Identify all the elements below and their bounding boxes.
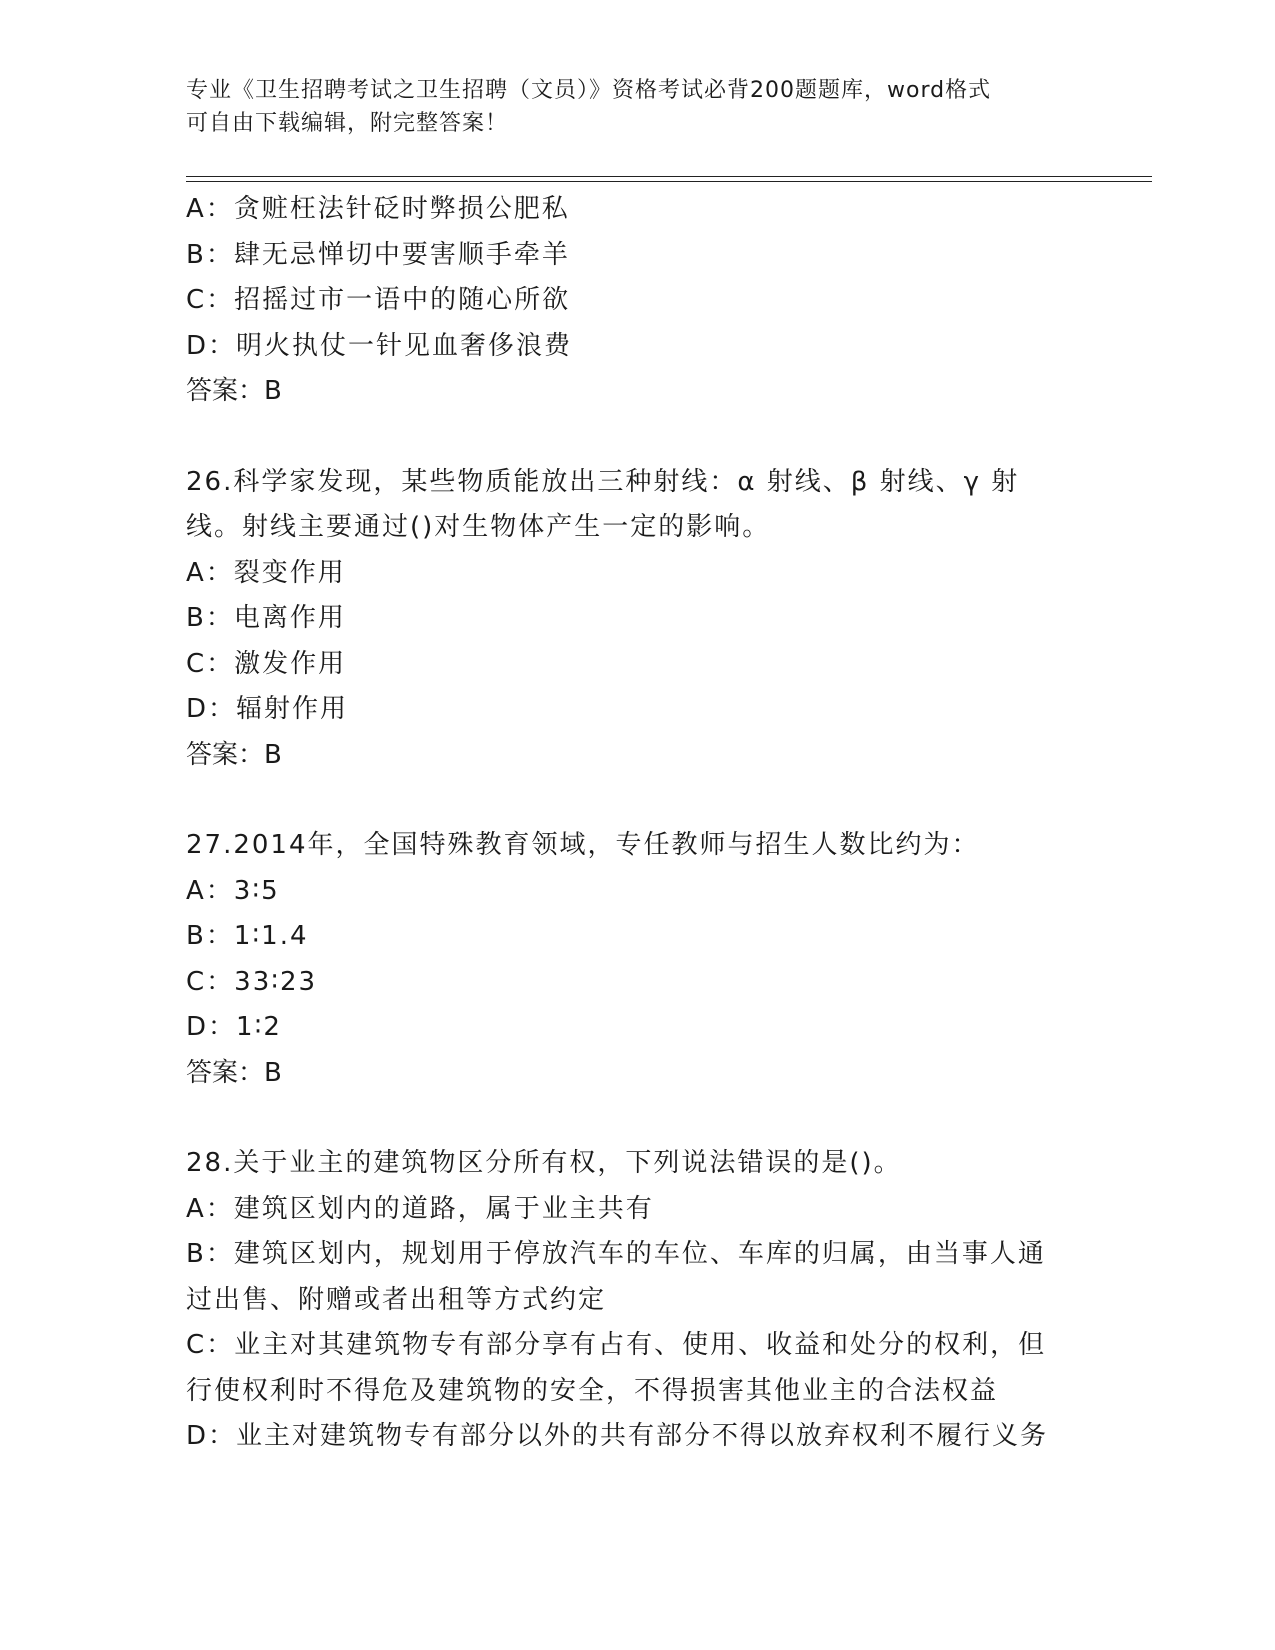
option-b: B：1∶1.4 (186, 921, 309, 951)
question-stem-line-1: 26.科学家发现，某些物质能放出三种射线：α 射线、β 射线、γ 射 (186, 466, 1020, 497)
option-c: C：33∶23 (186, 966, 318, 997)
answer: 答案：B (186, 739, 282, 770)
option-d: D：辐射作用 (186, 694, 349, 724)
option-c-line-1: C：业主对其建筑物专有部分享有占有、使用、收益和处分的权利，但 (186, 1330, 1047, 1360)
option-d: D：明火执仗一针见血奢侈浪费 (186, 330, 573, 361)
option-d: D：业主对建筑物专有部分以外的共有部分不得以放弃权利不履行义务 (186, 1421, 1049, 1451)
spacer (186, 778, 1086, 823)
answer: 答案：B (186, 1057, 282, 1088)
spacer (186, 1096, 1086, 1141)
header-rule-top (186, 176, 1152, 177)
question-stem-line-2: 线。射线主要通过()对生物体产生一定的影响。 (186, 512, 771, 542)
option-b: B：肆无忌惮切中要害顺手牵羊 (186, 239, 570, 270)
header-line-2: 可自由下载编辑，附完整答案！ (186, 111, 509, 136)
option-c: C：激发作用 (186, 648, 347, 679)
question-27 (186, 823, 1086, 1096)
question-stem-line-1: 28.关于业主的建筑物区分所有权，下列说法错误的是()。 (186, 1148, 902, 1178)
option-a: A：建筑区划内的道路，属于业主共有 (186, 1193, 654, 1224)
header-rule-bottom (186, 181, 1152, 182)
question-28 (186, 1141, 1086, 1460)
option-a: A：贪赃枉法针砭时弊损公肥私 (186, 194, 570, 224)
question-25 (186, 187, 1086, 415)
question-26 (186, 460, 1086, 779)
question-list (186, 187, 1086, 1460)
option-b: B：电离作用 (186, 603, 346, 633)
option-d: D：1∶2 (186, 1012, 282, 1042)
document-header (186, 74, 1066, 140)
option-b-line-2: 过出售、附赠或者出租等方式约定 (186, 1284, 607, 1315)
option-b-line-1: B：建筑区划内，规划用于停放汽车的车位、车库的归属，由当事人通 (186, 1239, 1046, 1269)
option-a: A：裂变作用 (186, 557, 346, 588)
option-a: A：3∶5 (186, 875, 280, 906)
option-c-line-2: 行使权利时不得危及建筑物的安全，不得损害其他业主的合法权益 (186, 1375, 999, 1406)
header-line-1: 专业《卫生招聘考试之卫生招聘（文员）》资格考试必背200题题库，word格式 (186, 78, 992, 103)
spacer (186, 415, 1086, 460)
answer: 答案：B (186, 376, 282, 406)
question-stem-line-1: 27.2014年，全国特殊教育领域，专任教师与招生人数比约为： (186, 830, 980, 860)
option-c: C：招摇过市一语中的随心所欲 (186, 285, 571, 315)
